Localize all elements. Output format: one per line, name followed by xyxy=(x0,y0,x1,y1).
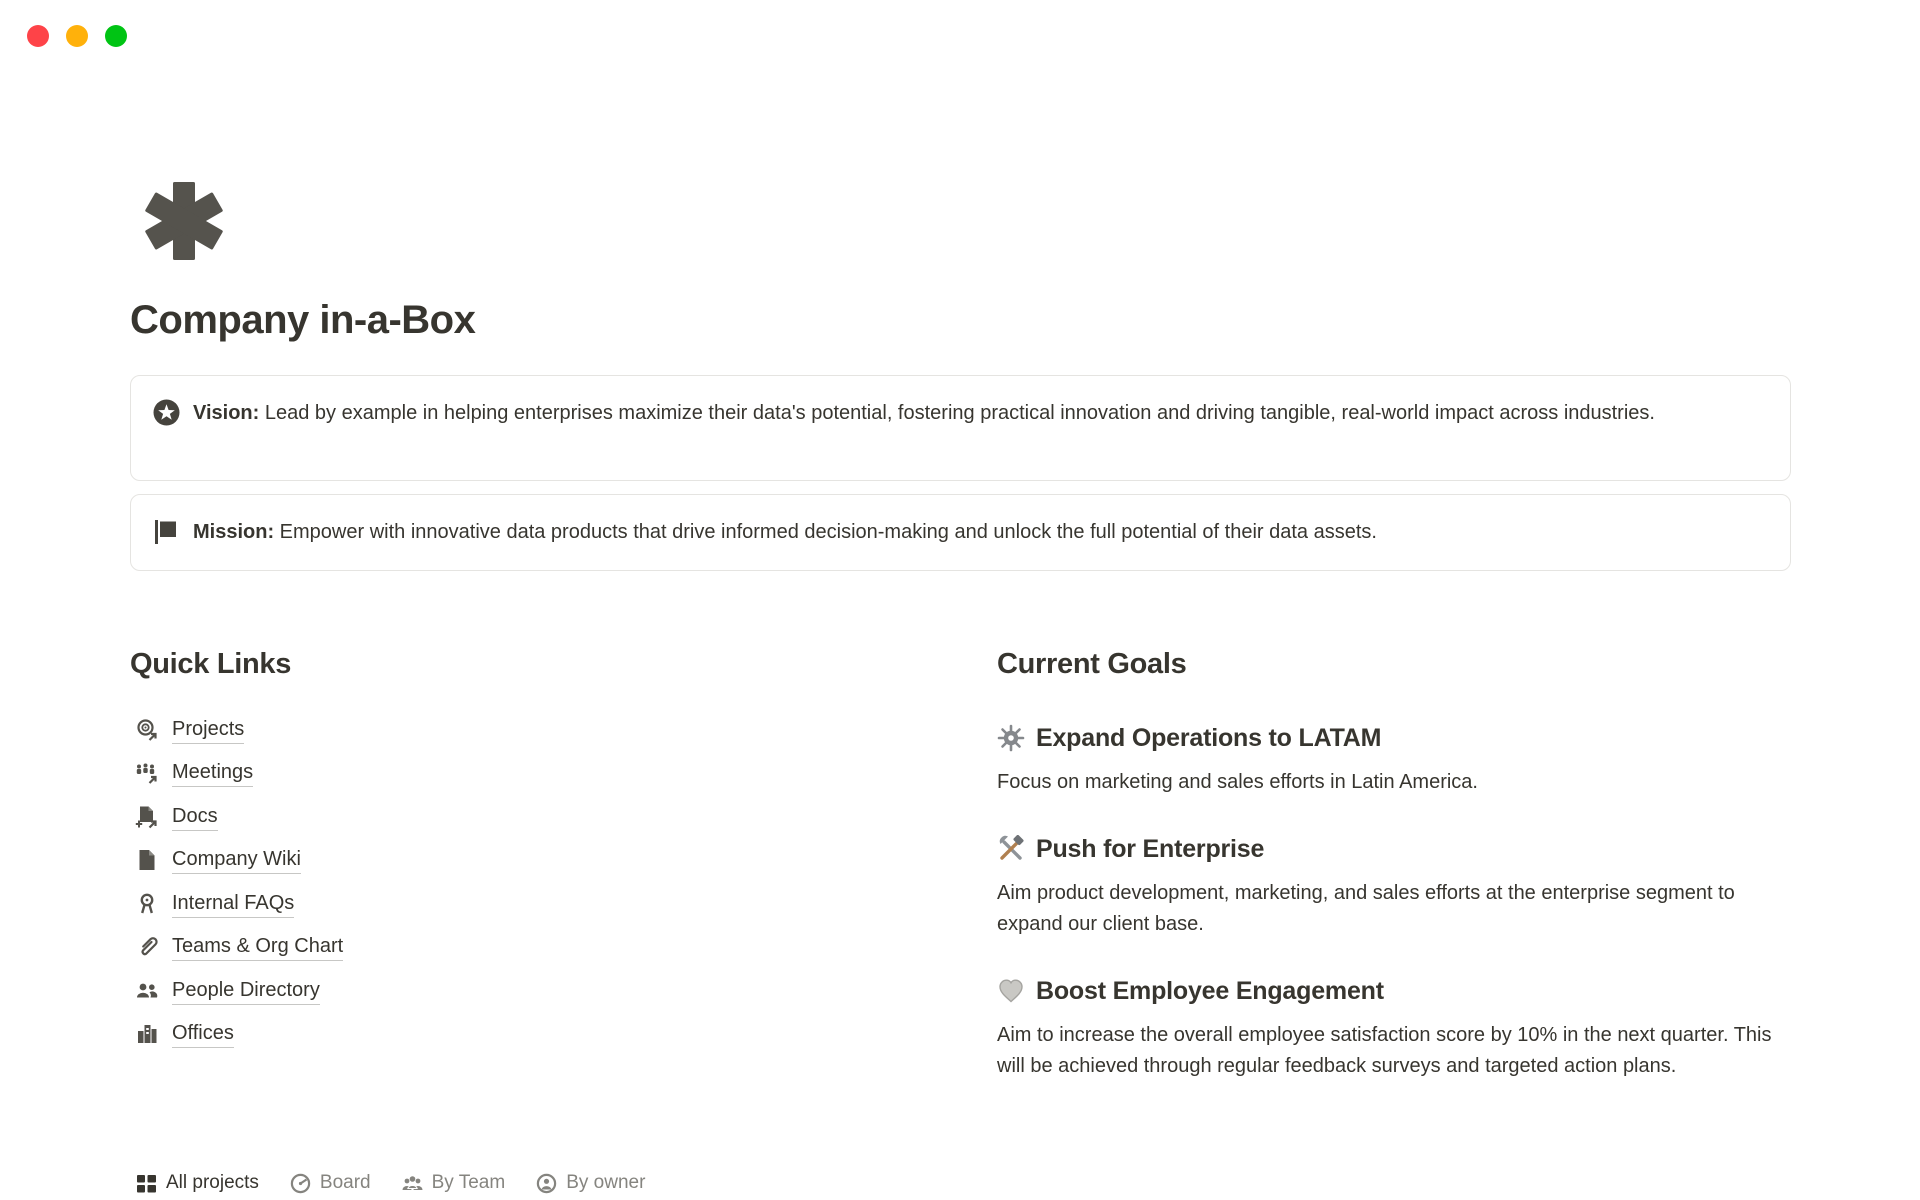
view-tab-by-team[interactable] xyxy=(401,1166,506,1200)
link-label[interactable]: Projects xyxy=(172,716,244,744)
board-icon xyxy=(289,1172,312,1195)
link-docs[interactable] xyxy=(130,795,950,839)
white-heart-icon xyxy=(997,977,1025,1005)
current-goals-heading: Current Goals xyxy=(997,648,1187,680)
mission-text xyxy=(193,515,1377,550)
goals-list xyxy=(997,722,1791,1117)
link-company-wiki[interactable] xyxy=(130,839,950,883)
paperclip-icon xyxy=(135,935,159,959)
goal-title: Expand Operations to LATAM xyxy=(1036,724,1382,752)
window-traffic-lights xyxy=(27,25,127,47)
link-label[interactable]: Teams & Org Chart xyxy=(172,933,343,961)
table-grid-icon xyxy=(135,1172,158,1195)
quick-links-heading: Quick Links xyxy=(130,648,292,680)
vision-text xyxy=(193,396,1655,431)
vision-body: Lead by example in helping enterprises maximize their data's potential, fostering practical innovation and driving tangible, real-world impact across industries. xyxy=(259,402,1655,424)
link-label[interactable]: Meetings xyxy=(172,759,253,787)
vision-label: Vision: xyxy=(193,402,260,424)
people-icon xyxy=(135,979,159,1003)
link-teams-org-chart[interactable] xyxy=(130,926,950,970)
person-circle-icon xyxy=(535,1172,558,1195)
mission-body: Empower with innovative data products that drive informed decision-making and unlock the full potential of their data assets. xyxy=(274,521,1377,543)
flag-icon xyxy=(153,518,180,545)
view-tab-board[interactable] xyxy=(289,1166,371,1200)
link-label[interactable]: Company Wiki xyxy=(172,846,301,874)
goal-push-enterprise xyxy=(997,833,1791,941)
people-group-icon xyxy=(401,1172,424,1195)
goal-title: Boost Employee Engagement xyxy=(1036,976,1384,1005)
database-view-tabs xyxy=(135,1166,645,1200)
goal-description: Aim to increase the overall employee satisfaction score by 10% in the next quarter. This will be achieved through regular feedback surveys and targeted action plans. xyxy=(997,1023,1772,1077)
link-projects[interactable] xyxy=(130,708,950,752)
link-internal-faqs[interactable] xyxy=(130,882,950,926)
zoom-window-button[interactable] xyxy=(105,25,127,47)
meeting-people-arrow-icon xyxy=(135,761,159,785)
star-badge-icon xyxy=(153,399,180,426)
asterisk-icon[interactable] xyxy=(145,182,223,260)
mission-label: Mission: xyxy=(193,521,275,543)
target-arrow-icon xyxy=(135,718,159,742)
link-label[interactable]: Docs xyxy=(172,803,218,831)
page-icon xyxy=(135,848,159,872)
link-label[interactable]: Offices xyxy=(172,1020,234,1048)
link-meetings[interactable] xyxy=(130,752,950,796)
view-tab-label[interactable]: By owner xyxy=(566,1172,646,1193)
keyhole-icon xyxy=(135,892,159,916)
quick-links-list xyxy=(130,708,950,1056)
link-people-directory[interactable] xyxy=(130,969,950,1013)
view-tab-label[interactable]: Board xyxy=(319,1172,371,1193)
link-label[interactable]: Internal FAQs xyxy=(172,890,294,918)
vision-callout xyxy=(130,375,1791,481)
view-tab-by-owner[interactable] xyxy=(535,1166,645,1200)
goal-description: Focus on marketing and sales efforts in Latin America. xyxy=(997,771,1478,793)
tools-icon xyxy=(997,835,1025,863)
link-label[interactable]: People Directory xyxy=(172,977,320,1005)
close-window-button[interactable] xyxy=(27,25,49,47)
link-offices[interactable] xyxy=(130,1013,950,1057)
view-tab-label[interactable]: All projects xyxy=(166,1172,259,1193)
document-plus-arrow-icon xyxy=(135,805,159,829)
view-tab-all-projects[interactable] xyxy=(135,1166,259,1200)
goal-boost-engagement xyxy=(997,975,1791,1083)
mission-callout xyxy=(130,494,1791,571)
goal-title: Push for Enterprise xyxy=(1036,834,1265,863)
goal-expand-latam xyxy=(997,722,1791,799)
goal-description: Aim product development, marketing, and sales efforts at the enterprise segment to expand our client base. xyxy=(997,881,1735,935)
page-content xyxy=(130,0,1791,1200)
gear-icon xyxy=(997,724,1025,752)
view-tab-label[interactable]: By Team xyxy=(431,1172,506,1193)
building-icon xyxy=(135,1022,159,1046)
page-title: Company in-a-Box xyxy=(130,298,476,342)
minimize-window-button[interactable] xyxy=(66,25,88,47)
